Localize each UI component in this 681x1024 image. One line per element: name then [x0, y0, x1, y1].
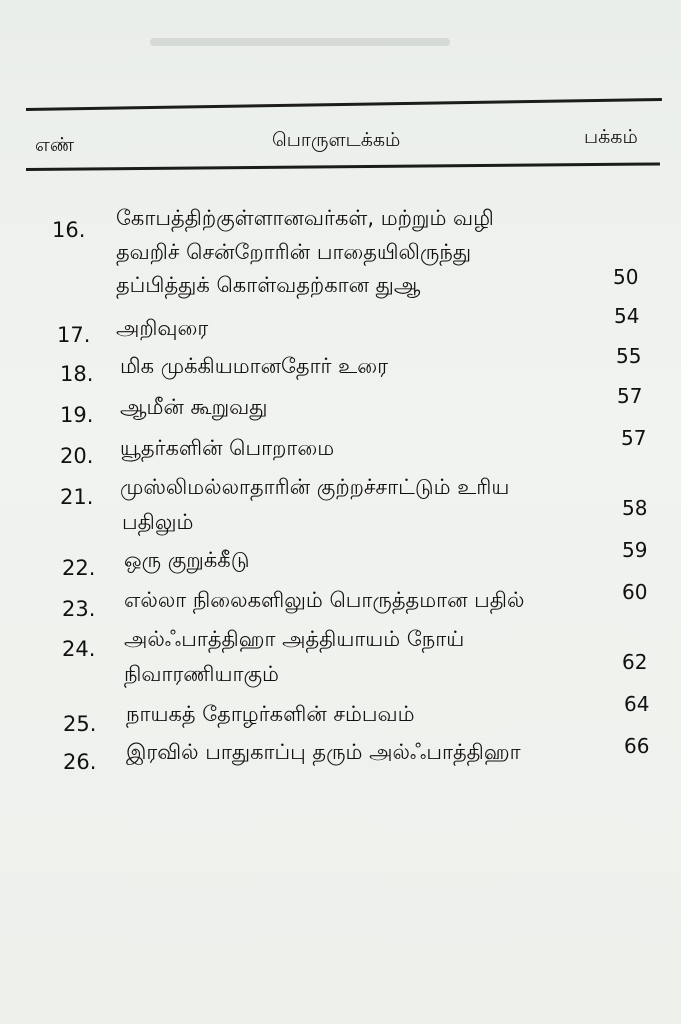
- entry-title-line: தவறிச் சென்றோரின் பாதையிலிருந்து: [116, 240, 472, 264]
- entry-number: 18.: [60, 362, 94, 386]
- header-bottom-rule: [26, 162, 660, 171]
- entry-title-line: இரவில் பாதுகாப்பு தரும் அல்ஃபாத்திஹா: [126, 740, 521, 764]
- entry-title-line: நிவாரணியாகும்: [124, 662, 279, 686]
- entry-page-number: 54: [614, 304, 640, 328]
- header-page-label: பக்கம்: [584, 126, 638, 148]
- entry-number: 21.: [60, 485, 94, 509]
- entry-number: 23.: [62, 597, 96, 621]
- entry-page-number: 66: [624, 734, 650, 758]
- entry-page-number: 58: [622, 496, 648, 520]
- entry-title-line: யூதர்களின் பொறாமை: [120, 436, 335, 460]
- entry-number: 24.: [62, 637, 96, 661]
- entry-title-line: பதிலும்: [122, 510, 194, 534]
- entry-title-line: கோபத்திற்குள்ளானவர்கள், மற்றும் வழி: [116, 206, 494, 230]
- entry-title-line: அல்ஃபாத்திஹா அத்தியாயம் நோய்: [124, 627, 465, 651]
- entry-number: 22.: [62, 556, 96, 580]
- entry-title-line: முஸ்லிமல்லாதாரின் குற்றச்சாட்டும் உரிய: [120, 475, 510, 499]
- entry-title-line: தப்பித்துக் கொள்வதற்கான துஆ: [116, 273, 421, 297]
- entry-number: 25.: [63, 712, 97, 736]
- entry-page-number: 50: [613, 265, 639, 289]
- header-number-label: எண்: [35, 134, 75, 156]
- entry-page-number: 59: [622, 538, 648, 562]
- entry-page-number: 62: [622, 650, 648, 674]
- bleed-through-text: [150, 38, 450, 46]
- entry-number: 26.: [63, 750, 97, 774]
- entry-title-line: எல்லா நிலைகளிலும் பொருத்தமான பதில்: [124, 588, 525, 612]
- entry-number: 17.: [57, 323, 91, 347]
- entry-page-number: 60: [622, 580, 648, 604]
- entry-page-number: 57: [621, 426, 647, 450]
- entry-title-line: ஒரு குறுக்கீடு: [124, 548, 250, 572]
- header-top-rule: [26, 98, 662, 111]
- entry-page-number: 57: [617, 384, 643, 408]
- entry-number: 20.: [60, 444, 94, 468]
- entry-page-number: 64: [624, 692, 650, 716]
- entry-title-line: ஆமீன் கூறுவது: [120, 395, 268, 419]
- entry-title-line: அறிவுரை: [116, 316, 209, 340]
- entry-title-line: நாயகத் தோழர்களின் சம்பவம்: [126, 702, 415, 726]
- entry-number: 19.: [60, 403, 94, 427]
- entry-page-number: 55: [616, 344, 642, 368]
- page-title: பொருளடக்கம்: [272, 129, 401, 151]
- entry-number: 16.: [52, 218, 86, 242]
- entry-title-line: மிக முக்கியமானதோர் உரை: [120, 354, 388, 378]
